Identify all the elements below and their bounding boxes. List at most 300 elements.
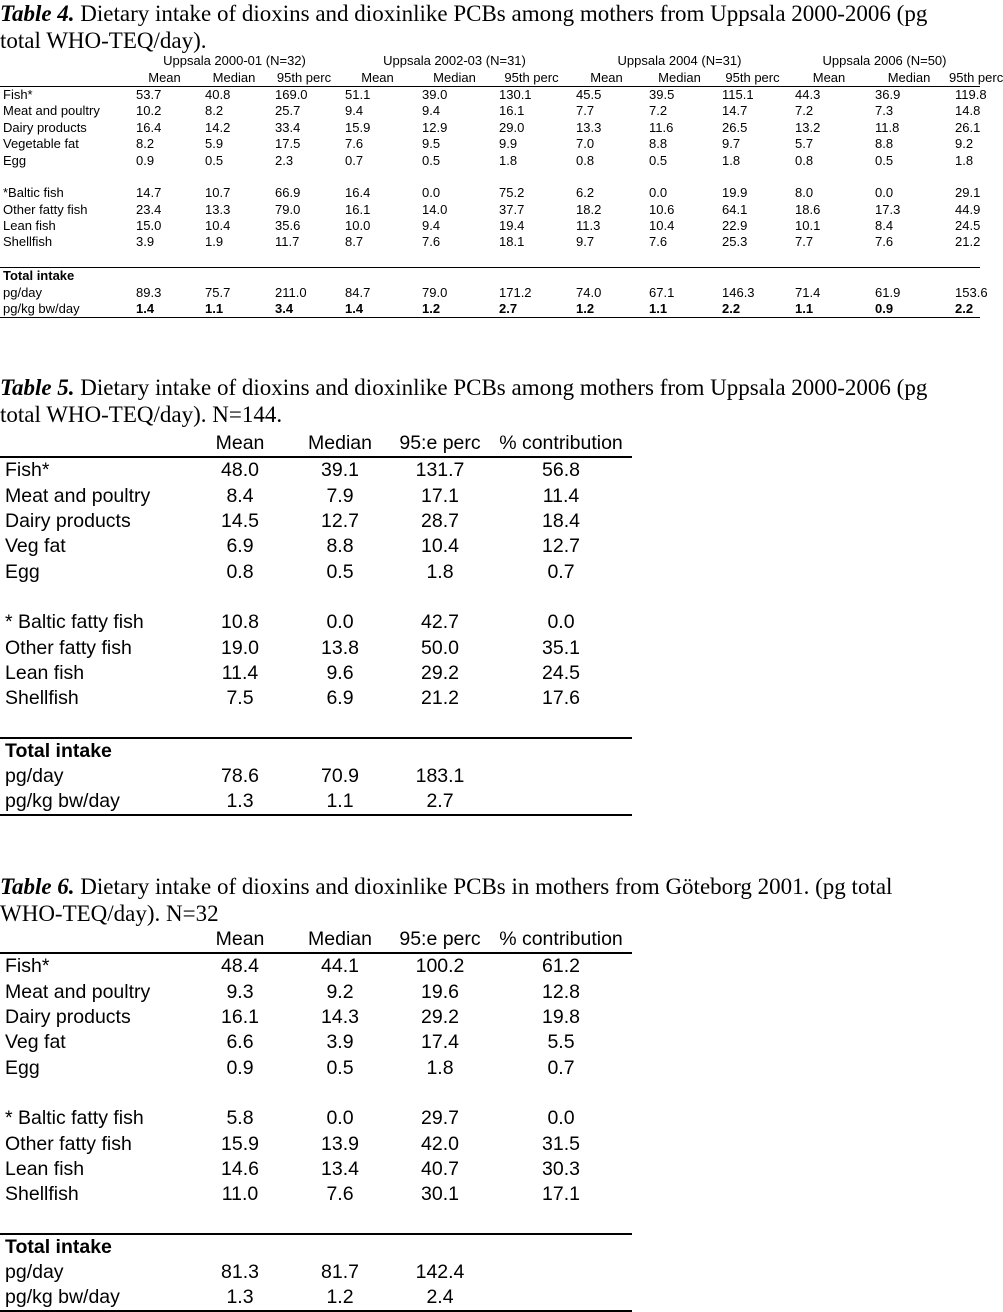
row-label: Shellfish — [5, 1183, 79, 1206]
row-label: Vegetable fat — [3, 136, 79, 152]
table-cell: 0.7 — [345, 152, 364, 168]
table-cell: 0.9 — [136, 152, 155, 168]
table-row — [0, 1106, 632, 1131]
table-cell: 7.5 — [226, 687, 254, 710]
table-cell: 1.2 — [570, 301, 643, 318]
row-label: pg/day — [5, 765, 64, 787]
table4-stat-header-row — [0, 69, 980, 86]
table-cell: 84.7 — [345, 284, 371, 300]
table-cell: 17.5 — [275, 136, 301, 152]
table5-spacer-row — [0, 585, 632, 610]
table-cell: 10.0 — [345, 218, 371, 234]
table-cell: 13.9 — [321, 1132, 359, 1155]
table-cell: 1.4 — [339, 301, 416, 318]
row-label: pg/kg bw/day — [0, 301, 130, 318]
table-cell: 6.9 — [226, 535, 254, 558]
row-label: * Baltic fatty fish — [5, 1107, 144, 1130]
table-row — [0, 661, 632, 686]
table-cell: 0.5 — [205, 152, 224, 168]
table4-stat-header: Mean — [339, 69, 416, 86]
table-row — [0, 953, 632, 979]
row-label: Egg — [3, 152, 27, 168]
table-cell: 16.1 — [499, 103, 525, 119]
table-cell: 0.8 — [226, 560, 254, 583]
table-cell — [490, 789, 632, 815]
table-cell: 39.5 — [649, 86, 675, 102]
table-cell: 29.2 — [421, 1006, 459, 1029]
table-cell: 10.4 — [205, 218, 231, 234]
table6-total-rows — [0, 1260, 632, 1312]
table-cell: 1.4 — [130, 301, 199, 318]
table-cell: 0.8 — [795, 152, 814, 168]
table-cell: 146.3 — [722, 284, 755, 300]
table-cell: 14.6 — [221, 1157, 259, 1180]
table4-group-header: Uppsala 2000-01 (N=32) — [163, 53, 306, 69]
table-cell: 7.6 — [649, 234, 668, 250]
table-cell: 17.1 — [421, 484, 459, 507]
table-cell: 16.1 — [221, 1006, 259, 1029]
table6-header: Mean — [190, 927, 290, 953]
table-cell: 70.9 — [321, 765, 359, 787]
table-cell: 81.7 — [321, 1261, 359, 1283]
table-cell: 100.2 — [415, 955, 465, 978]
row-label: Lean fish — [3, 218, 56, 234]
table-cell: 1.1 — [290, 789, 390, 815]
table4-spacer-row — [0, 169, 980, 185]
table-cell: 51.1 — [345, 86, 371, 102]
table-cell: 14.8 — [955, 103, 981, 119]
table-cell: 6.2 — [576, 185, 595, 201]
row-label: Veg fat — [5, 1031, 66, 1054]
table4-total-label: Total intake — [0, 268, 980, 285]
table6-fish-rows — [0, 1106, 632, 1207]
table-cell: 5.8 — [226, 1107, 254, 1130]
table-cell: 7.3 — [875, 103, 894, 119]
table-cell: 44.3 — [795, 86, 821, 102]
row-label: Lean fish — [5, 1157, 85, 1180]
table-cell: 7.6 — [422, 234, 441, 250]
table6-main-rows — [0, 953, 632, 1080]
table-cell: 24.5 — [542, 661, 580, 684]
table-cell: 1.1 — [789, 301, 869, 318]
table5-fish-rows — [0, 610, 632, 711]
table-cell: 1.1 — [199, 301, 269, 318]
table-cell: 29.0 — [499, 119, 525, 135]
table-cell: 8.7 — [345, 234, 364, 250]
table4-stat-header: Median — [416, 69, 493, 86]
row-label: Meat and poultry — [5, 484, 151, 507]
table6-total-label: Total intake — [0, 1234, 632, 1260]
row-label: Meat and poultry — [3, 103, 100, 119]
table-cell: 142.4 — [415, 1261, 465, 1283]
table-cell: 6.6 — [226, 1031, 254, 1054]
table-cell: 25.3 — [722, 234, 748, 250]
table-cell: 22.9 — [722, 218, 748, 234]
table-cell: 0.5 — [326, 1056, 354, 1079]
table-cell: 9.2 — [326, 980, 354, 1003]
table-cell: 8.2 — [205, 103, 224, 119]
table-row — [0, 509, 632, 534]
table-cell: 18.4 — [542, 510, 580, 533]
table-cell: 9.4 — [422, 218, 441, 234]
table-cell: 9.4 — [422, 103, 441, 119]
table4-stat-header: 95th perc — [269, 69, 339, 86]
table-cell: 21.2 — [421, 687, 459, 710]
table-cell: 0.7 — [547, 1056, 575, 1079]
row-label: Fish* — [5, 459, 50, 482]
table-cell: 1.8 — [722, 152, 741, 168]
table-cell: 35.6 — [275, 218, 301, 234]
table-cell: 48.4 — [221, 955, 259, 978]
table-cell: 7.6 — [875, 234, 894, 250]
table-cell: 8.4 — [875, 218, 894, 234]
table-cell: 130.1 — [499, 86, 532, 102]
table-cell: 14.0 — [422, 201, 448, 217]
table-cell: 12.9 — [422, 119, 448, 135]
table-cell: 153.6 — [955, 284, 988, 300]
row-label: Shellfish — [5, 687, 79, 710]
table-cell: 14.7 — [722, 103, 748, 119]
table-cell: 0.0 — [326, 611, 354, 634]
table-cell: 10.4 — [421, 535, 459, 558]
table-cell: 2.3 — [275, 152, 294, 168]
table-cell: 21.2 — [955, 234, 981, 250]
table5 — [0, 431, 632, 816]
table-cell: 15.9 — [345, 119, 371, 135]
table-cell: 2.7 — [390, 789, 490, 815]
row-label: Shellfish — [3, 234, 53, 250]
table-cell: 13.2 — [795, 119, 821, 135]
table-cell: 75.7 — [205, 284, 231, 300]
table-cell: 119.8 — [955, 86, 987, 102]
table4-total-rows — [0, 284, 988, 317]
table-cell: 0.0 — [547, 611, 575, 634]
table4-group-header: Uppsala 2004 (N=31) — [617, 53, 742, 69]
table-cell: 17.4 — [421, 1031, 459, 1054]
table6-caption — [0, 873, 950, 927]
table-cell: 10.4 — [649, 218, 675, 234]
table4-stat-header: 95th perc — [949, 69, 1003, 85]
table-row — [0, 301, 980, 318]
table-cell: 9.7 — [722, 136, 741, 152]
row-label: Dairy products — [5, 1006, 131, 1029]
table-cell: 9.5 — [422, 136, 441, 152]
table-cell: 0.0 — [547, 1107, 575, 1130]
table-cell: 16.4 — [345, 185, 371, 201]
table-cell: 9.2 — [955, 136, 974, 152]
table4-caption-text: Dietary intake of dioxins and dioxinlike PCBs among mothers from Uppsala 2000-2006 (pg total WHO-TEQ/day). — [0, 1, 928, 53]
table5-total-rows — [0, 764, 632, 816]
table-cell: 2.7 — [493, 301, 570, 318]
table-cell: 11.0 — [221, 1183, 259, 1206]
row-label: Meat and poultry — [5, 980, 151, 1003]
table-row — [0, 1131, 632, 1156]
table-cell: 11.6 — [649, 119, 674, 135]
table4-fish-rows — [0, 185, 980, 251]
table-cell: 1.9 — [205, 234, 224, 250]
row-label: Lean fish — [5, 661, 85, 684]
table-cell: 9.7 — [576, 234, 595, 250]
table5-label: Table 5. — [0, 375, 75, 400]
table-cell: 8.4 — [226, 484, 254, 507]
table6-header-row — [0, 927, 632, 953]
row-label: Other fatty fish — [5, 636, 132, 659]
table-row — [0, 86, 980, 103]
table-cell: 13.3 — [205, 201, 231, 217]
table-cell: 8.8 — [326, 535, 354, 558]
table-cell: 13.4 — [321, 1157, 359, 1180]
table-cell: 71.4 — [795, 284, 821, 300]
table-cell: 42.0 — [421, 1132, 459, 1155]
table-cell: 10.8 — [221, 611, 259, 634]
table6-spacer-row — [0, 1081, 632, 1106]
table-row — [0, 136, 980, 152]
table-row — [0, 120, 980, 136]
table-cell: 12.7 — [321, 510, 359, 533]
table-cell: 31.5 — [542, 1132, 580, 1155]
table-cell: 1.8 — [955, 152, 974, 168]
table-cell: 10.6 — [649, 201, 675, 217]
table6 — [0, 927, 632, 1312]
table-cell: 1.1 — [643, 301, 716, 318]
table-cell: 0.5 — [422, 152, 441, 168]
table-cell: 1.2 — [290, 1285, 390, 1311]
table-cell: 61.2 — [542, 955, 580, 978]
table4-label: Table 4. — [0, 1, 75, 26]
table-cell: 61.9 — [875, 284, 901, 300]
table-cell: 0.0 — [326, 1107, 354, 1130]
table5-main-rows — [0, 457, 632, 584]
table-cell: 56.8 — [542, 459, 580, 482]
table-row — [0, 284, 980, 300]
table-cell: 17.1 — [542, 1183, 580, 1206]
table5-header-row — [0, 431, 632, 457]
table-cell: 40.8 — [205, 86, 231, 102]
table-cell: 8.2 — [136, 136, 155, 152]
table-cell: 0.7 — [547, 560, 575, 583]
table6-header: 95:e perc — [390, 927, 490, 953]
table-row — [0, 457, 632, 483]
row-label: * Baltic fatty fish — [5, 611, 144, 634]
table-cell: 0.0 — [649, 185, 668, 201]
table-cell: 14.7 — [136, 185, 162, 201]
table-cell: 29.2 — [421, 661, 459, 684]
table-cell: 25.7 — [275, 103, 301, 119]
table-cell: 169.0 — [275, 86, 308, 102]
table-cell: 30.3 — [542, 1157, 580, 1180]
table-cell: 18.6 — [795, 201, 821, 217]
table4 — [0, 53, 1003, 318]
table-cell: 0.5 — [875, 152, 894, 168]
table-cell: 29.1 — [955, 185, 981, 201]
table-cell: 1.8 — [426, 560, 454, 583]
table-cell: 5.7 — [795, 136, 814, 152]
table-row — [0, 1285, 632, 1311]
table-cell: 9.4 — [345, 103, 364, 119]
table-cell: 19.4 — [499, 218, 525, 234]
row-label: Dairy products — [3, 119, 87, 135]
table-cell: 14.5 — [221, 510, 259, 533]
table-cell: 7.6 — [345, 136, 364, 152]
table-cell: 53.7 — [136, 86, 162, 102]
table-row — [0, 1157, 632, 1182]
table-cell: 13.3 — [576, 119, 602, 135]
table-cell: 44.9 — [955, 201, 981, 217]
table-row — [0, 234, 980, 250]
table-cell: 81.3 — [221, 1261, 259, 1283]
table-cell: 7.0 — [576, 136, 595, 152]
table5-total-label-row — [0, 738, 632, 764]
table-cell: 8.8 — [875, 136, 894, 152]
table-cell: 211.0 — [275, 284, 307, 300]
table4-group-header: Uppsala 2006 (N=50) — [822, 53, 947, 69]
table6-header: % contribution — [490, 927, 632, 953]
table-cell: 0.5 — [649, 152, 668, 168]
table-cell: 14.3 — [321, 1006, 359, 1029]
table5-total-label: Total intake — [0, 738, 632, 764]
table-cell: 36.9 — [875, 86, 901, 102]
table-cell: 11.4 — [221, 661, 259, 684]
table-cell — [490, 764, 632, 789]
table-cell: 171.2 — [499, 284, 532, 300]
table-cell: 18.1 — [499, 234, 525, 250]
table-cell: 16.1 — [345, 201, 371, 217]
table-cell: 78.6 — [221, 765, 259, 787]
table4-caption — [0, 0, 950, 54]
table-cell: 23.4 — [136, 201, 162, 217]
row-label: pg/kg bw/day — [0, 789, 190, 815]
table4-stat-header: Mean — [789, 69, 869, 86]
table-cell: 7.7 — [795, 234, 814, 250]
table4-main-rows — [0, 86, 987, 168]
table4-group-header-row — [0, 53, 980, 69]
table5-header: % contribution — [490, 431, 632, 457]
table-cell: 0.9 — [869, 301, 949, 318]
row-label: Veg fat — [5, 535, 66, 558]
table-row — [0, 103, 980, 119]
table-row — [0, 1030, 632, 1055]
table-cell: 15.9 — [221, 1132, 259, 1155]
table6-spacer-row — [0, 1207, 632, 1233]
table-cell: 39.1 — [321, 459, 359, 482]
row-label: Dairy products — [5, 510, 131, 533]
table4-stat-header: 95th perc — [493, 69, 570, 86]
table-cell: 19.0 — [221, 636, 259, 659]
table-row — [0, 534, 632, 559]
table-cell: 9.3 — [226, 980, 254, 1003]
table-row — [0, 1260, 632, 1285]
table-cell: 28.7 — [421, 510, 459, 533]
table5-caption-text: Dietary intake of dioxins and dioxinlike PCBs among mothers from Uppsala 2000-2006 (pg total WHO-TEQ/day). N=144. — [0, 375, 928, 427]
table-cell: 10.1 — [795, 218, 821, 234]
table-cell: 26.5 — [722, 119, 748, 135]
table6-label: Table 6. — [0, 874, 75, 899]
table-row — [0, 484, 632, 509]
table-cell: 19.6 — [421, 980, 459, 1003]
table-cell: 7.2 — [649, 103, 668, 119]
table-cell: 183.1 — [415, 765, 465, 787]
table-cell: 64.1 — [722, 201, 748, 217]
table-cell: 19.8 — [542, 1006, 580, 1029]
table-row — [0, 1005, 632, 1030]
table-cell: 16.4 — [136, 119, 162, 135]
table-row — [0, 218, 980, 234]
table-cell: 26.1 — [955, 119, 981, 135]
table4-stat-header: Median — [643, 69, 716, 86]
table-cell: 11.4 — [542, 484, 580, 507]
table-cell: 14.2 — [205, 119, 231, 135]
table-cell: 12.7 — [542, 535, 580, 558]
table-cell: 29.7 — [421, 1107, 459, 1130]
table-row — [0, 1182, 632, 1207]
row-label: Other fatty fish — [3, 201, 88, 217]
table-cell: 50.0 — [421, 636, 459, 659]
table-cell: 7.9 — [326, 484, 354, 507]
table-cell: 5.9 — [205, 136, 224, 152]
table-cell: 39.0 — [422, 86, 448, 102]
row-label: Egg — [5, 560, 40, 583]
table-cell: 131.7 — [415, 459, 465, 482]
table-row — [0, 764, 632, 789]
table-row — [0, 559, 632, 584]
table4-total-label-row — [0, 268, 980, 285]
table-cell: 19.9 — [722, 185, 748, 201]
table-cell: 66.9 — [275, 185, 301, 201]
table-cell: 0.5 — [326, 560, 354, 583]
table4-stat-header: Median — [199, 69, 269, 86]
table-cell: 45.5 — [576, 86, 602, 102]
table-cell: 9.6 — [326, 661, 354, 684]
table-row — [0, 1055, 632, 1080]
table-cell: 1.8 — [499, 152, 518, 168]
table-row — [0, 152, 980, 168]
table4-group-header: Uppsala 2002-03 (N=31) — [383, 53, 526, 69]
table5-header: Mean — [190, 431, 290, 457]
table-cell: 0.8 — [576, 152, 595, 168]
table-cell: 2.2 — [716, 301, 789, 318]
table-cell: 1.3 — [190, 789, 290, 815]
table-cell: 3.9 — [136, 234, 155, 250]
table5-caption — [0, 374, 950, 428]
row-label: *Baltic fish — [3, 185, 64, 201]
table-cell: 1.3 — [190, 1285, 290, 1311]
table-cell: 44.1 — [321, 955, 359, 978]
table4-stat-header: Median — [869, 69, 949, 86]
table-cell: 11.8 — [875, 119, 900, 135]
table-cell: 18.2 — [576, 201, 602, 217]
row-label: pg/day — [3, 284, 43, 300]
table-row — [0, 789, 632, 815]
table-cell: 89.3 — [136, 284, 162, 300]
table-cell: 7.2 — [795, 103, 814, 119]
table-row — [0, 202, 980, 218]
table5-header: 95:e perc — [390, 431, 490, 457]
table4-stat-header: Mean — [570, 69, 643, 86]
table-cell: 9.9 — [499, 136, 518, 152]
table-cell: 13.8 — [321, 636, 359, 659]
table5-header: Median — [290, 431, 390, 457]
table-cell — [490, 1260, 632, 1285]
table-cell: 3.4 — [269, 301, 339, 318]
table6-caption-text: Dietary intake of dioxins and dioxinlike PCBs in mothers from Göteborg 2001. (pg total WHO-TEQ/day). N=32 — [0, 874, 893, 926]
table-cell: 74.0 — [576, 284, 602, 300]
table-cell: 35.1 — [542, 636, 580, 659]
table-cell: 79.0 — [275, 201, 301, 217]
table-cell: 67.1 — [649, 284, 675, 300]
table-cell: 30.1 — [421, 1183, 459, 1206]
table-cell: 2.2 — [949, 301, 980, 318]
table-cell: 40.7 — [421, 1157, 459, 1180]
